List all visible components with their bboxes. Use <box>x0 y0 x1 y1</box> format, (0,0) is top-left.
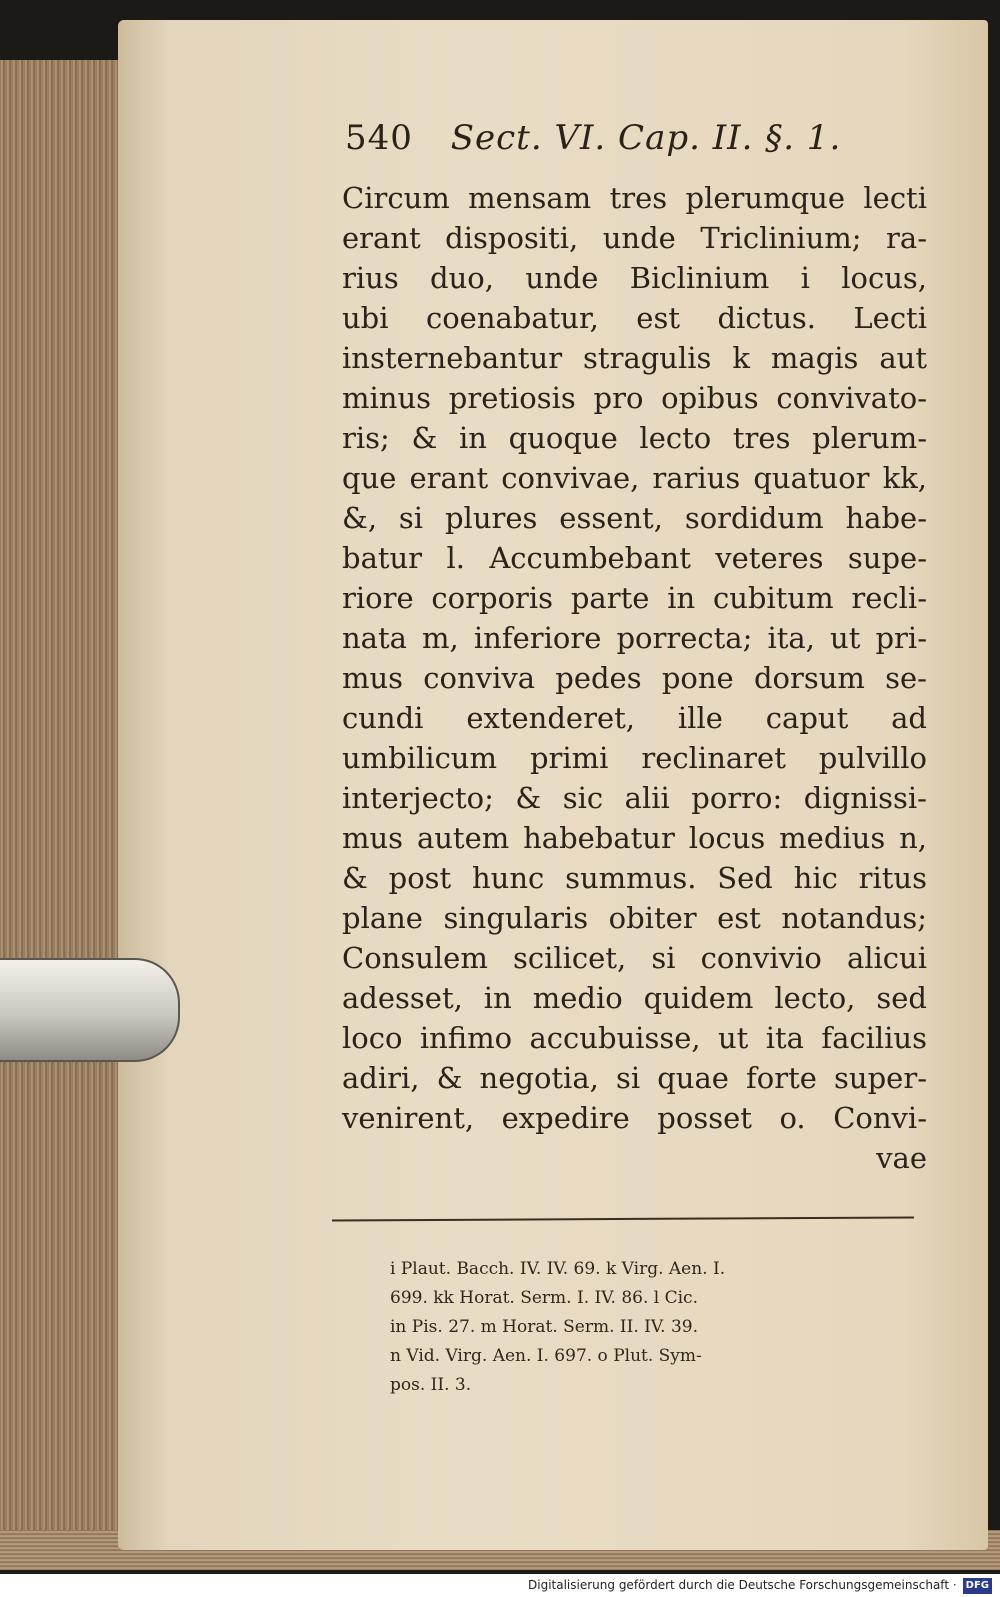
digitization-footer <box>0 1574 1000 1597</box>
page-number: 540 <box>345 118 413 158</box>
footnote-line: n Vid. Virg. Aen. I. 697. o Plut. Sym- <box>390 1346 702 1366</box>
text-line: mus autem habebatur locus medius n, <box>342 821 927 855</box>
catchword: vae <box>876 1141 927 1175</box>
body-text <box>342 178 927 1178</box>
dfg-logo: DFG <box>963 1578 992 1594</box>
text-line: nata m, inferiore porrecta; ita, ut pri- <box>342 621 927 655</box>
footnote-line: 699. kk Horat. Serm. I. IV. 86. l Cic. <box>390 1288 698 1308</box>
text-line: interjecto; & sic alii porro: dignissi- <box>342 781 927 815</box>
text-line: rius duo, unde Biclinium i locus, <box>342 261 927 295</box>
text-line: ris; & in quoque lecto tres plerum- <box>342 421 927 455</box>
text-line: & post hunc summus. Sed hic ritus <box>342 861 927 895</box>
text-line: Consulem scilicet, si convivio alicui <box>342 941 927 975</box>
text-line: adiri, & negotia, si quae forte super- <box>342 1061 927 1095</box>
text-line: Circum mensam tres plerumque lecti <box>342 181 927 215</box>
footnote-line: i Plaut. Bacch. IV. IV. 69. k Virg. Aen. I. <box>390 1259 726 1279</box>
text-line: riore corporis parte in cubitum recli- <box>342 581 927 615</box>
text-line: adesset, in medio quidem lecto, sed <box>342 981 927 1015</box>
text-line: que erant convivae, rarius quatuor kk, <box>342 461 927 495</box>
text-line: cundi extenderet, ille caput ad <box>342 701 927 735</box>
text-line: minus pretiosis pro opibus convivato- <box>342 381 927 415</box>
text-line: mus conviva pedes pone dorsum se- <box>342 661 927 695</box>
funding-credit: Digitalisierung gefördert durch die Deutsche Forschungsgemeinschaft · <box>528 1578 957 1592</box>
footnotes <box>390 1255 910 1400</box>
footnote-line: pos. II. 3. <box>390 1375 472 1395</box>
text-line: plane singularis obiter est notandus; <box>342 901 927 935</box>
text-line: loco infimo accubuisse, ut ita facilius <box>342 1021 927 1055</box>
running-title: Sect. VI. Cap. II. §. 1. <box>450 118 842 158</box>
text-line: batur l. Accumbebant veteres supe- <box>342 541 927 575</box>
text-line: insternebantur stragulis k magis aut <box>342 341 927 375</box>
page-header <box>345 118 905 158</box>
footnote-line: in Pis. 27. m Horat. Serm. II. IV. 39. <box>390 1317 698 1337</box>
text-line: ubi coenabatur, est dictus. Lecti <box>342 301 927 335</box>
text-line: &, si plures essent, sordidum habe- <box>342 501 927 535</box>
text-line: umbilicum primi reclinaret pulvillo <box>342 741 927 775</box>
bookmark-clip <box>0 958 180 1062</box>
text-line: erant dispositi, unde Triclinium; ra- <box>342 221 927 255</box>
book-page-edges <box>0 60 130 1560</box>
text-line: venirent, expedire posset o. Convi- <box>342 1101 927 1135</box>
